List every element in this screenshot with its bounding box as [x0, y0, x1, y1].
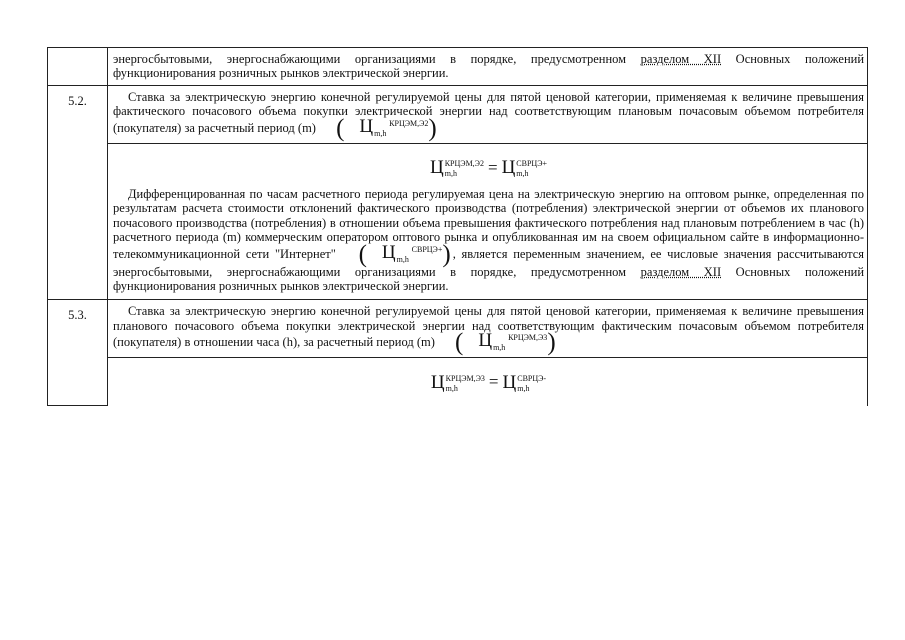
- formula-equals: =: [487, 157, 498, 177]
- desc-symbol-sup: СВРЦЭ+: [411, 244, 443, 254]
- item-5-2-description: [113, 187, 864, 295]
- row-number: 5.3.: [47, 300, 108, 405]
- item-5-2-symbol: ( Ц КРЦЭМ,Э2 m,h ): [336, 114, 437, 142]
- symbol-base: Ц: [359, 115, 374, 137]
- formula-rhs-sub: m,h: [517, 383, 530, 393]
- item-5-3-definition: [108, 300, 867, 357]
- formula-rhs-base: Ц: [502, 371, 517, 393]
- formula-equals: =: [488, 372, 499, 392]
- formula-lhs-sup: КРЦЭМ,Э2: [444, 158, 484, 168]
- formula-rhs-base: Ц: [501, 157, 516, 178]
- item-5-2-definition: [108, 86, 867, 143]
- symbol-sup: КРЦЭМ,Э3: [508, 333, 548, 343]
- row-body: [108, 48, 868, 85]
- table-row-5-3: [47, 299, 868, 405]
- table-row-continuation: [47, 47, 868, 85]
- row-number-empty: [47, 48, 108, 85]
- formula-lhs-base: Ц: [430, 371, 445, 393]
- item-5-2-formula-block: [108, 143, 867, 300]
- formula-lhs-sub: m,h: [445, 383, 458, 393]
- row-number: 5.2.: [47, 86, 108, 300]
- item-5-2-formula: [113, 148, 864, 187]
- symbol-sup: КРЦЭМ,Э2: [389, 118, 429, 128]
- desc-symbol-base: Ц: [381, 241, 396, 263]
- item-5-2-text: Ставка за электрическую энергию конечной регулируемой цены для пятой ценовой категории, применяемая к величине превышения фактического почасового объема покупки электрической энергии над соответствующим плановым почасовым объемом потребителя (покупателя) за расчетный период (m): [113, 89, 864, 135]
- description-symbol: ( Ц СВРЦЭ+ m,h ): [358, 240, 451, 268]
- symbol-sub: m,h: [493, 343, 506, 353]
- table-row-5-2: [47, 85, 868, 300]
- row-body: [108, 86, 868, 300]
- item-5-3-symbol: ( Ц КРЦЭМ,Э3 m,h ): [455, 329, 556, 357]
- symbol-sub: m,h: [374, 128, 387, 138]
- continuation-text: [108, 48, 867, 85]
- symbol-base: Ц: [478, 330, 493, 352]
- formula-lhs-sub: m,h: [444, 168, 457, 178]
- formula-rhs-sup: СВРЦЭ+: [516, 158, 547, 168]
- description-b: , является переменным значением, ее числовые значения рассчитываются энергосбытовыми, энергоснабжающими организациями в порядке, предусмотренном: [113, 246, 865, 279]
- formula-rhs-sub: m,h: [516, 168, 529, 178]
- continuation-text-a: энергосбытовыми, энергоснабжающими организациями в порядке, предусмотренном: [113, 52, 641, 66]
- item-5-3-text: Ставка за электрическую энергию конечной регулируемой цены для пятой ценовой категории, применяемая к величине превышения планового почасового объема покупки электрической энергии над соответствующим фактическим почасовым объемом потребителя (покупателя) в отношении часа (h), за расчетный период (m): [113, 304, 864, 350]
- description-a: Дифференцированная по часам расчетного периода регулируемая цена на электрическую энергию на оптовом рынке, определенная по результатам расчета стоимости отклонений фактического производства (потребления) электрической энергии от объемов их планового почасового производства (потребления) в отношении объема превышения фактического потребления над плановым потреблением в час (h) расчетного периода (m) коммерческим оператором оптового рынка и опубликованная им на своем официальном сайте в информационно-телекоммуникационной сети "Интернет": [113, 187, 864, 261]
- continuation-text-b: Основных положений функционирования розничных рынков электрической энергии.: [113, 52, 865, 81]
- row-body: [108, 300, 868, 405]
- description-c: Основных положений функционирования розничных рынков электрической энергии.: [113, 264, 865, 294]
- document-table: [47, 47, 868, 406]
- formula-lhs-base: Ц: [429, 157, 444, 178]
- formula-rhs-sup: СВРЦЭ-: [517, 373, 547, 383]
- desc-symbol-sub: m,h: [396, 254, 409, 264]
- section-xii-link[interactable]: разделом XII: [640, 52, 722, 66]
- item-5-3-formula: [113, 362, 864, 401]
- item-5-3-formula-block: [108, 357, 867, 405]
- section-xii-link[interactable]: разделом XII: [640, 264, 722, 279]
- formula-lhs-sup: КРЦЭМ,Э3: [445, 373, 485, 383]
